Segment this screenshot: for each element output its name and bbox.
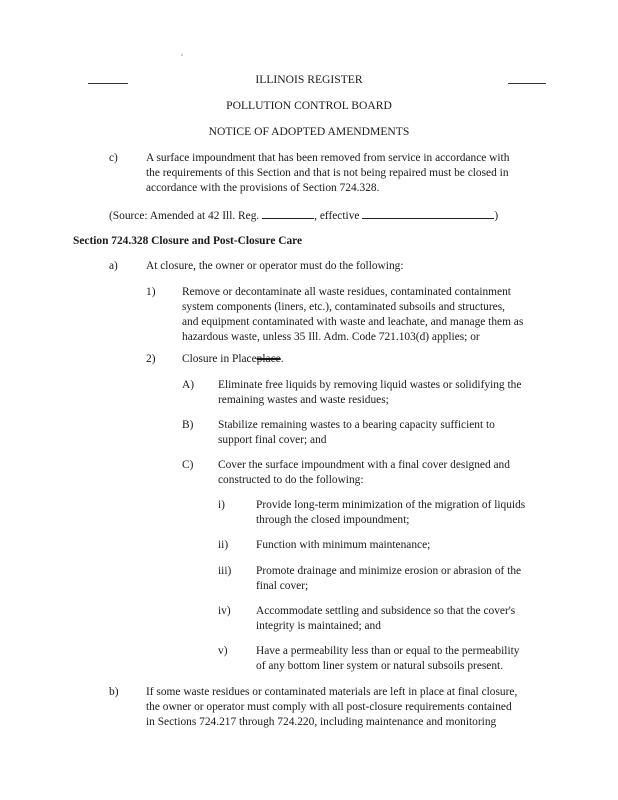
source-suffix: ) [494,210,499,222]
item-b-line-1: If some waste residues or contaminated materials are left in place at final closure, [146,686,518,698]
item-C-label: C) [182,459,194,471]
item-B-line-1: Stabilize remaining wastes to a bearing capacity sufficient to [218,419,495,431]
item-B-line-2: support final cover; and [218,434,327,446]
item-iii-line-1: Promote drainage and minimize erosion or abrasion of the [256,565,522,577]
item-iv-line-2: integrity is maintained; and [256,620,381,632]
source-prefix: (Source: Amended at 42 Ill. Reg. [109,210,260,222]
item-b-label: b) [109,686,119,698]
item-1-line-4: hazardous waste, unless 35 Ill. Adm. Code 721.103(d) applies; or [182,331,480,343]
item-ii-line-1: Function with minimum maintenance; [256,539,431,551]
register-title: ILLINOIS REGISTER [255,73,363,86]
section-heading: Section 724.328 Closure and Post-Closure Care [73,235,303,247]
item-1-line-3: and equipment contaminated with waste and leachate, and manage them as [182,316,524,328]
item-v-line-1: Have a permeability less than or equal to the permeability [256,645,520,657]
board-title: POLLUTION CONTROL BOARD [226,99,392,112]
notice-title: NOTICE OF ADOPTED AMENDMENTS [208,125,410,138]
source-note [109,207,498,224]
item-A-line-1: Eliminate free liquids by removing liquid wastes or solidifying the [218,379,522,391]
item-2-text [182,352,284,367]
item-ii-label: ii) [218,539,229,551]
item-v-line-2: of any bottom liner system or natural subsoils present. [256,660,504,672]
item-c-label: c) [109,152,118,164]
item-A-label: A) [182,379,195,391]
item-a-label: a) [109,260,118,272]
item-2-main: Closure in Place [182,353,257,365]
item-C-line-1: Cover the surface impoundment with a final cover designed and [218,459,510,471]
item-b-line-2: the owner or operator must comply with all post-closure requirements contained [146,701,512,713]
item-iv-line-1: Accommodate settling and subsidence so that the cover's [256,605,516,617]
source-middle: , effective [314,210,360,222]
item-iii-label: iii) [218,565,232,577]
item-b-line-3: in Sections 724.217 through 724.220, including maintenance and monitoring [146,716,497,728]
item-i-line-1: Provide long-term minimization of the migration of liquids [256,499,526,511]
effective-date-blank [362,207,494,219]
item-2-struck-word: place [256,353,281,365]
scan-speck [181,54,183,56]
item-iii-line-2: final cover; [256,580,309,592]
item-i-line-2: through the closed impoundment; [256,514,410,526]
item-2-end: . [280,353,284,365]
item-1-line-1: Remove or decontaminate all waste residues, contaminated containment [182,286,511,298]
item-c-line-3: accordance with the provisions of Section 724.328. [146,182,380,194]
item-1-label: 1) [146,286,156,298]
item-a-text: At closure, the owner or operator must do the following: [146,260,404,272]
item-iv-label: iv) [218,605,231,617]
item-c-line-1: A surface impoundment that has been removed from service in accordance with [146,152,510,164]
item-A-line-2: remaining wastes and waste residues; [218,394,389,406]
item-1-line-2: system components (liners, etc.), contaminated subsoils and structures, [182,301,505,313]
item-C-line-2: constructed to do the following: [218,474,364,486]
item-i-label: i) [218,499,225,511]
item-v-label: v) [218,645,228,657]
item-B-label: B) [182,419,194,431]
item-c-line-2: the requirements of this Section and that is not being repaired must be closed in [146,167,509,179]
item-2-label: 2) [146,353,156,365]
register-volume-blank [262,207,314,219]
